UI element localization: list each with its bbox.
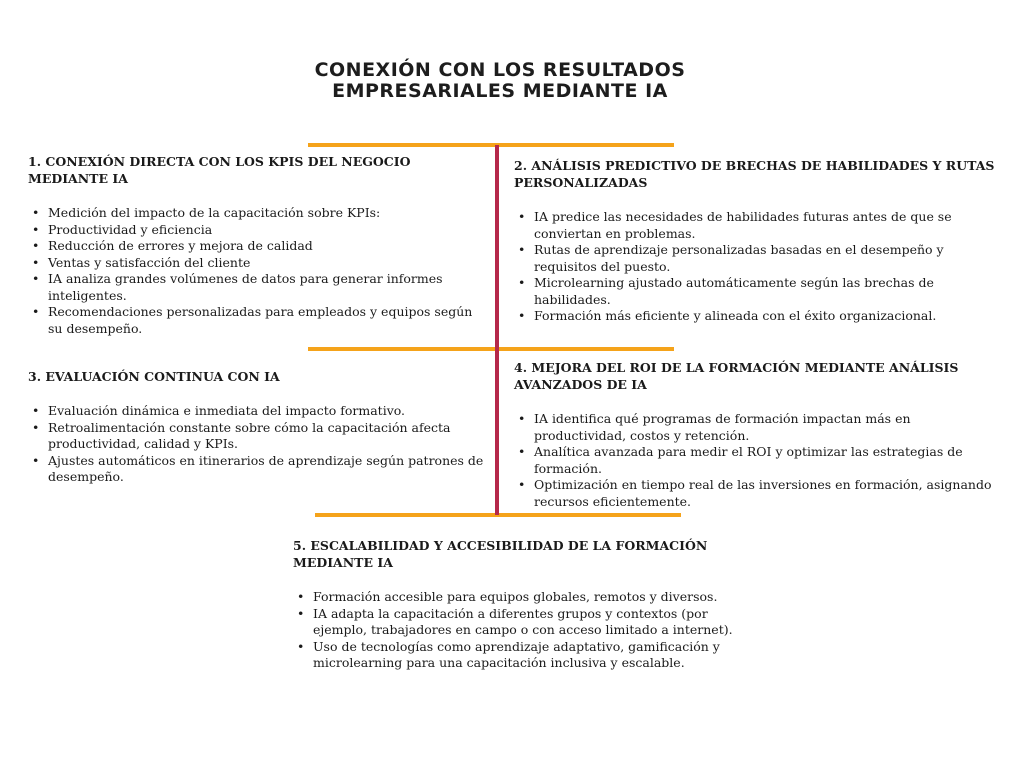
list-item: • Reducción de errores y mejora de calidad — [48, 238, 488, 255]
page-title-line-2: EMPRESARIALES MEDIANTE IA — [332, 80, 668, 102]
section-continuous-evaluation — [28, 368, 488, 486]
list-item: • Microlearning ajustado automáticamente según las brechas de habilidades. — [534, 275, 1004, 308]
bullet-list — [293, 589, 733, 672]
section-heading: 5. ESCALABILIDAD Y ACCESIBILIDAD DE LA FORMACIÓN MEDIANTE IA — [293, 538, 708, 570]
list-item: • Medición del impacto de la capacitación sobre KPIs: — [48, 205, 488, 222]
section-roi-improvement — [514, 359, 1004, 510]
bullet-list — [28, 205, 488, 337]
list-item: • Formación accesible para equipos globales, remotos y diversos. — [313, 589, 733, 606]
list-item: • IA identifica qué programas de formación impactan más en productividad, costos y retención. — [534, 411, 1004, 444]
section-heading: 3. EVALUACIÓN CONTINUA CON IA — [28, 369, 280, 384]
list-item: • Recomendaciones personalizadas para empleados y equipos según su desempeño. — [48, 304, 488, 337]
list-item: • Formación más eficiente y alineada con el éxito organizacional. — [534, 308, 1004, 325]
list-item: • Retroalimentación constante sobre cómo la capacitación afecta productividad, calidad y KPIs. — [48, 420, 488, 453]
list-item: • Ventas y satisfacción del cliente — [48, 255, 488, 272]
bullet-list — [28, 403, 488, 486]
divider-middle — [308, 347, 674, 351]
list-item: • Optimización en tiempo real de las inversiones en formación, asignando recursos eficientemente. — [534, 477, 1004, 510]
list-item: • IA predice las necesidades de habilidades futuras antes de que se conviertan en problemas. — [534, 209, 1004, 242]
page-title-line-1: CONEXIÓN CON LOS RESULTADOS — [314, 59, 686, 81]
list-item: • Evaluación dinámica e inmediata del impacto formativo. — [48, 403, 488, 420]
page-title — [200, 60, 800, 102]
section-heading: 1. CONEXIÓN DIRECTA CON LOS KPIS DEL NEGOCIO MEDIANTE IA — [28, 154, 411, 186]
divider-vertical — [495, 145, 499, 515]
section-scalability — [293, 537, 733, 672]
list-item: • Productividad y eficiencia — [48, 222, 488, 239]
section-kpi-connection — [28, 153, 488, 337]
list-item: • Rutas de aprendizaje personalizadas basadas en el desempeño y requisitos del puesto. — [534, 242, 1004, 275]
bullet-list — [514, 411, 1004, 510]
section-heading: 4. MEJORA DEL ROI DE LA FORMACIÓN MEDIANTE ANÁLISIS AVANZADOS DE IA — [514, 360, 959, 392]
section-predictive-analysis — [514, 157, 1004, 325]
list-item: • IA analiza grandes volúmenes de datos para generar informes inteligentes. — [48, 271, 488, 304]
list-item: • Analítica avanzada para medir el ROI y optimizar las estrategias de formación. — [534, 444, 1004, 477]
bullet-list — [514, 209, 1004, 325]
section-heading: 2. ANÁLISIS PREDICTIVO DE BRECHAS DE HABILIDADES Y RUTAS PERSONALIZADAS — [514, 158, 995, 190]
list-item: • Uso de tecnologías como aprendizaje adaptativo, gamificación y microlearning para una capacitación inclusiva y escalable. — [313, 639, 733, 672]
list-item: • IA adapta la capacitación a diferentes grupos y contextos (por ejemplo, trabajadores en campo o con acceso limitado a internet). — [313, 606, 733, 639]
list-item: • Ajustes automáticos en itinerarios de aprendizaje según patrones de desempeño. — [48, 453, 488, 486]
divider-top — [308, 143, 674, 147]
